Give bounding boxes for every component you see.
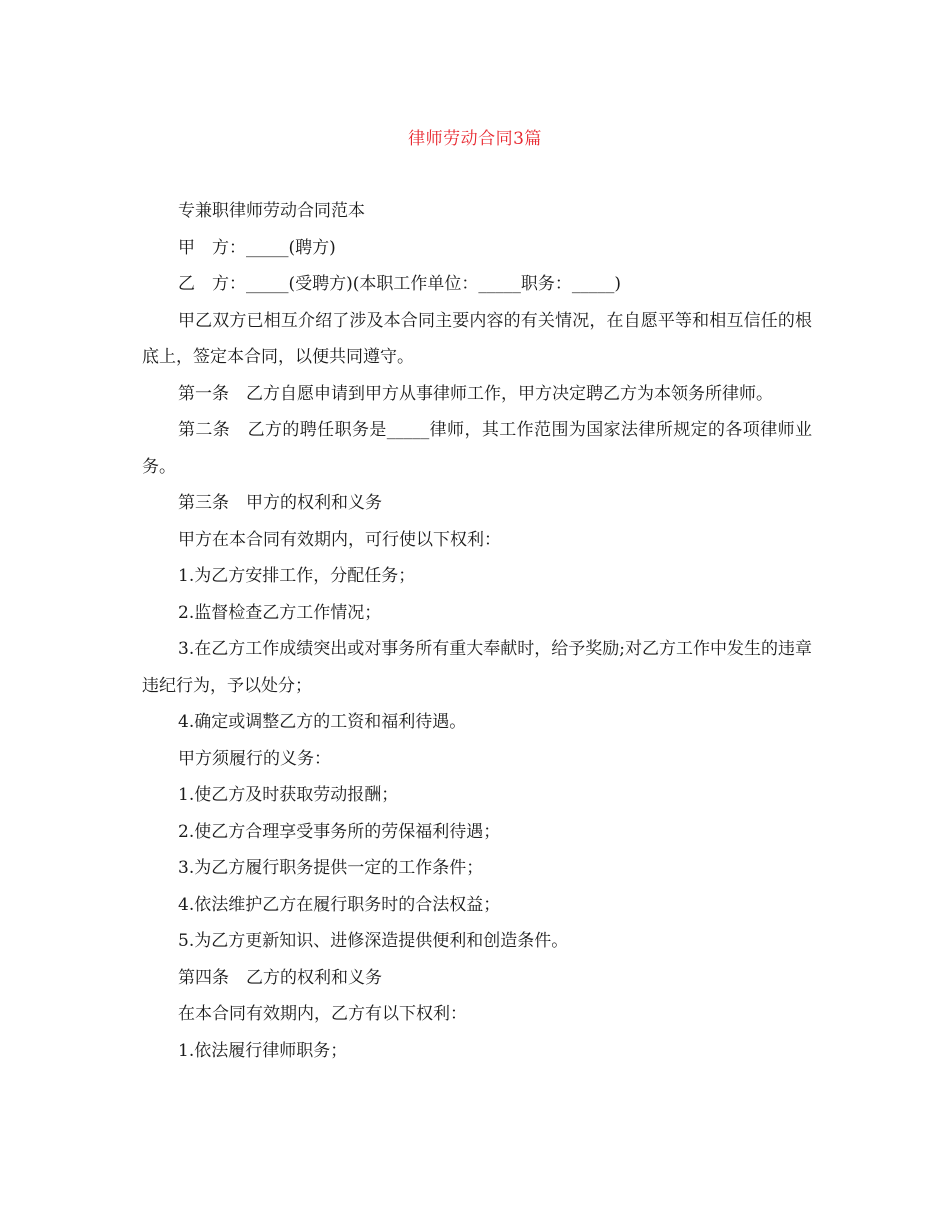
document-body — [142, 193, 812, 1069]
list-item: 5.为乙方更新知识、进修深造提供便利和创造条件。 — [178, 931, 569, 951]
paragraph-article-4-heading: 第四条 乙方的权利和义务 — [178, 967, 382, 988]
paragraph-party-b: 乙 方：_____(受聘方)(本职工作单位：_____职务：_____) — [178, 274, 622, 294]
list-item: 1.使乙方及时获取劳动报酬； — [178, 785, 399, 805]
list-item: 3.在乙方工作成绩突出或对事务所有重大奉献时，给予奖励;对乙方工作中发生的违章违纪行为，予以处分； — [142, 639, 812, 696]
paragraph-article-1: 第一条 乙方自愿申请到甲方从事律师工作，甲方决定聘乙方为本领务所律师。 — [178, 383, 773, 404]
paragraph-rights-intro: 甲方在本合同有效期内，可行使以下权利： — [178, 529, 501, 550]
paragraph-b-rights-intro: 在本合同有效期内，乙方有以下权利： — [178, 1004, 467, 1024]
list-item: 4.确定或调整乙方的工资和福利待遇。 — [178, 712, 467, 732]
list-item: 2.使乙方合理享受事务所的劳保福利待遇； — [178, 821, 501, 842]
paragraph-article-2: 第二条 乙方的聘任职务是_____律师，其工作范围为国家法律所规定的各项律师业务。 — [142, 420, 812, 477]
list-item: 3.为乙方履行职务提供一定的工作条件； — [178, 858, 484, 878]
paragraph-heading: 专兼职律师劳动合同范本 — [178, 201, 365, 221]
paragraph-article-3-heading: 第三条 甲方的权利和义务 — [178, 493, 382, 513]
paragraph-party-a: 甲 方：_____(聘方) — [178, 237, 336, 258]
list-item: 4.依法维护乙方在履行职务时的合法权益； — [178, 894, 501, 915]
list-item: 1.依法履行律师职务； — [178, 1040, 348, 1061]
document-title: 律师劳动合同3篇 — [408, 129, 542, 149]
list-item: 2.监督检查乙方工作情况； — [178, 602, 382, 623]
list-item: 1.为乙方安排工作，分配任务； — [178, 566, 416, 586]
paragraph-preamble: 甲乙双方已相互介绍了涉及本合同主要内容的有关情况，在自愿平等和相互信任的根底上，签定本合同，以便共同遵守。 — [142, 310, 812, 367]
paragraph-obligations-intro: 甲方须履行的义务： — [178, 748, 331, 769]
